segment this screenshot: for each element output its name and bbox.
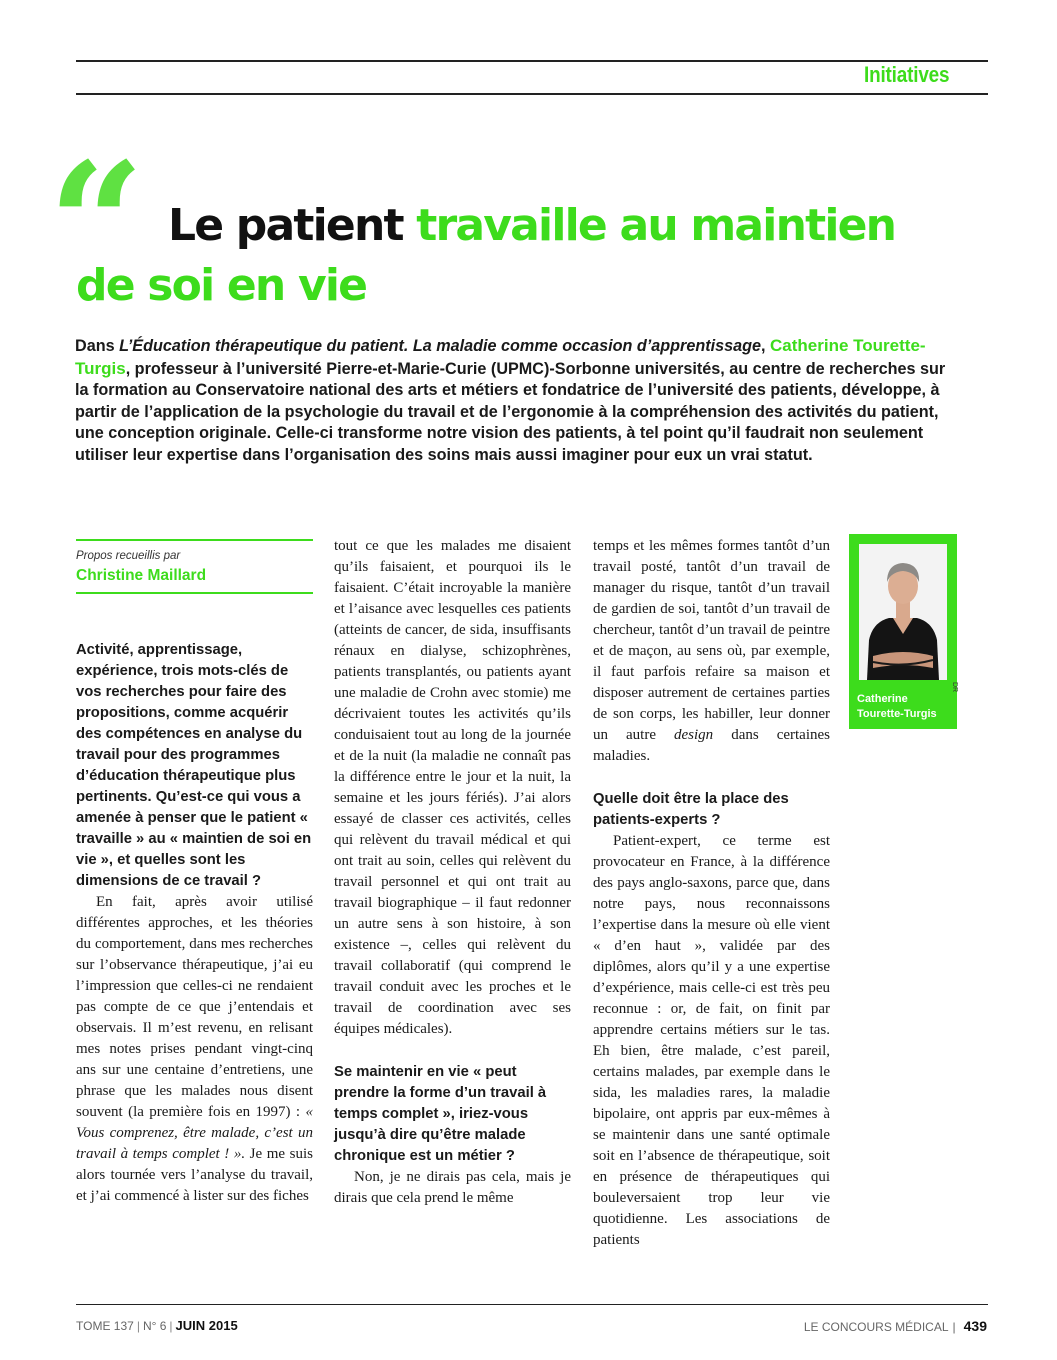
footer-issue: N° 6 [142,1319,167,1333]
answer-1-quote: « Vous comprenez, être malade, c’est un travail à temps complet ! ». [76,1104,313,1162]
photo-caption-line-1: Catherine [857,693,908,705]
answer-2-text-b: dans certaines maladies. [593,727,831,764]
answer-2-continued [593,536,830,767]
author-photo-box [849,534,957,729]
author-photo [859,544,947,680]
intro-book-title: L’Éducation thérapeutique du patient. La maladie comme occasion d’apprentissage [119,337,762,355]
byline-rule-bottom [76,592,313,594]
header-rule-top [76,60,988,62]
column-2 [334,536,571,1209]
footer-rule [76,1304,988,1305]
portrait-image [859,544,947,680]
photo-credit: DR [951,682,958,693]
footer-tome: TOME 137 [76,1319,134,1333]
answer-1 [76,892,313,1207]
title-part-1: Le patient [168,200,403,251]
question-1: Activité, apprentissage, expérience, trois mots-clés de vos recherches pour faire des propositions, comme acquérir des compétences en analyse du travail pour des programmes d’éducation thérapeutique plus pertinents. Qu’est-ce qui vous a amenée à penser que le patient « travaille » au « maintien de soi en vie », et quelles sont les dimensions de ce travail ? [76,642,312,889]
answer-1-continued: tout ce que les malades me disaient qu’ils faisaient, et pourquoi ils le faisaient. C’était incroyable la manière et l’aisance avec lesquelles ces patients (atteints de cancer, de sida, insuffisants rénaux en dialyse, schizophrènes, patients transplantés, ou patients ayant une maladie de Crohn avec stomie) me décrivaient toutes les activités qu’ils conduisaient tout au long de la journée et de la nuit (la maladie ne connaît pas la différence entre le jour et la nuit, la semaine et les jours fériés). J’ai alors essayé de classer ces activités, celles qui relèvent du travail médical et qui ont trait au soin, celles qui relèvent du travail personnel et qui ont trait au travail biographique – il faut redonner un autre sens à son histoire, à son existence –, celles qui relèvent du travail collaboratif (qui comprend le travail conduit avec les proches et le travail de coordination avec ses équipes médicales). [334,538,571,1037]
quote-mark-icon: “ [48,125,145,323]
byline-label: Propos recueillis par [76,550,181,562]
footer-journal: LE CONCOURS MÉDICAL [803,1320,949,1334]
answer-2-text-a: temps et les mêmes formes tantôt d’un travail posté, tantôt d’un travail de manager du risque, tantôt d’un travail de gardien de soi, tantôt d’un travail de chercheur, tantôt d’un travail de peintre et de maçon, au sens où, par exemple, il faut parfois refaire sa maison et disposer autrement de certaines parties de son corps, les habiller, leur donner un autre [593,538,830,743]
column-1 [76,640,313,1207]
column-3 [593,536,830,1251]
answer-2-design: design [674,727,714,743]
answer-1-text-b: Je me suis alors tournée vers l’analyse du travail, et j’ai commencé à lister sur des fiches [76,1146,313,1204]
article-intro [75,335,948,466]
photo-caption [857,692,953,722]
footer-date: JUIN 2015 [175,1318,238,1333]
question-2: Se maintenir en vie « peut prendre la forme d’un travail à temps complet », iriez-vous jusqu’à dire qu’être malade chronique est un métier ? [334,1064,547,1164]
answer-3: Patient-expert, ce terme est provocateur en France, à la différence des pays anglo-saxons, parce que, dans notre pays, nous reconnaissons l’expertise dans la mesure où elle vient « d’en haut », validée par des diplômes, alors qu’il y a une expertise d’expérience, mais celle-ci est très peu reconnue : or, de fait, on finit par apprendre certains métiers sur le tas. Eh bien, être malade, c’est pareil, certains malades, par exemple dans le sida, les maladies rares, la maladie bipolaire, ont appris par eux-mêmes à se maintenir dans une santé optimale soit en l’absence de thérapeutique, soit en présence de thérapeutiques qui bouleversaient trop leur vie quotidienne. Les associations de patients [593,833,830,1248]
title-part-2: travaille au maintien [416,200,896,251]
section-tag: Initiatives [864,62,950,87]
intro-rest: , professeur à l’université Pierre-et-Marie-Curie (UPMC)-Sorbonne universités, au centre de recherches sur la formation au Conservatoire national des arts et métiers et fondatrice de l’université des patients, développe, à partir de l’application de la psychologie du travail et de l’ergonomie à la compréhension des activités du patient, une conception originale. Celle-ci transforme notre vision des patients, à tel point qu’il faudrait non seulement utiliser leur expertise dans l’organisation des soins mais aussi imaginer pour eux un vrai statut. [75,359,946,464]
footer-page-number: 439 [963,1318,987,1334]
intro-author: Catherine Tourette-Turgis [75,336,926,378]
header-rule-bottom [76,93,988,95]
question-3: Quelle doit être la place des patients-experts ? [593,791,789,828]
byline-name: Christine Maillard [76,567,207,584]
answer-2: Non, je ne dirais pas cela, mais je dirais que cela prend le même [334,1169,571,1206]
footer-journal-info: LE CONCOURS MÉDICAL | 439 [803,1318,987,1334]
title-part-3: de soi en vie [76,260,367,311]
article-title [76,196,996,316]
intro-lead: Dans [75,337,120,355]
answer-1-text-a: En fait, après avoir utilisé différentes approches, et les théories du comportement, dans mes recherches sur l’observance thérapeutique, j’ai eu l’impression que celles-ci ne rendaient pas compte de ce que j’entendais et observais. Il m’est revenu, en relisant mes notes prises pendant vingt-cinq ans sur une centaine d’entretiens, une phrase que les malades nous disent souvent (la première fois en 1997) : [76,894,313,1120]
footer-issue-info: TOME 137 | N° 6 | JUIN 2015 [76,1318,238,1333]
intro-comma: , [761,337,771,355]
byline-rule-top [76,539,313,541]
photo-caption-line-2: Tourette-Turgis [857,708,937,720]
